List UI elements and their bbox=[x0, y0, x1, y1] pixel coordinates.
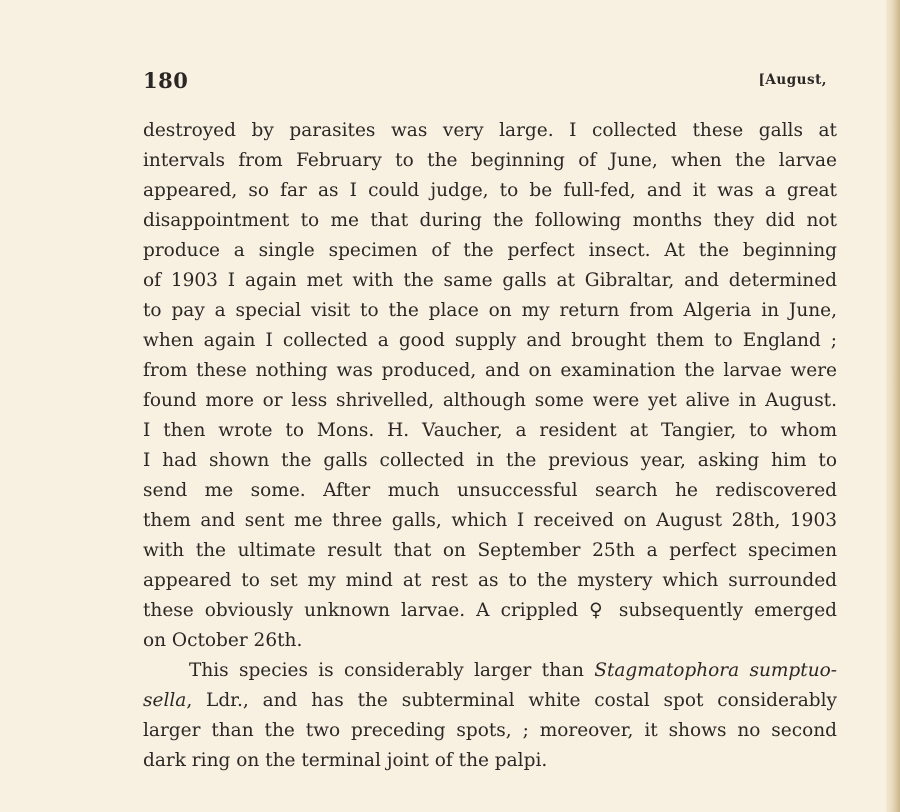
text-line: from these nothing was produced, and on examination the larvae were bbox=[143, 360, 837, 381]
text-line: produce a single specimen of the perfect insect. At the beginning bbox=[143, 240, 837, 261]
text-line: on October 26th. bbox=[143, 630, 303, 651]
text-line: larger than the two preceding spots, ; moreover, it shows no second bbox=[143, 720, 837, 741]
text-line: with the ultimate result that on September 25th a perfect specimen bbox=[143, 540, 837, 561]
paragraph-2-line-1 bbox=[143, 656, 837, 686]
text-line: these obviously unknown larvae. A crippled ♀ subsequently emerged bbox=[143, 600, 837, 621]
paragraph-2-line-2 bbox=[143, 686, 837, 716]
text-line: send me some. After much unsuccessful search he rediscovered bbox=[143, 480, 837, 501]
text-line: them and sent me three galls, which I received on August 28th, 1903 bbox=[143, 510, 837, 531]
text-run: This species is considerably larger than bbox=[189, 660, 595, 681]
text-line: when again I collected a good supply and brought them to England ; bbox=[143, 330, 837, 351]
text-line: found more or less shrivelled, although some were yet alive in August. bbox=[143, 390, 837, 411]
text-line: destroyed by parasites was very large. I collected these galls at bbox=[143, 120, 837, 141]
text-line: dark ring on the terminal joint of the palpi. bbox=[143, 750, 548, 771]
text-run: , Ldr., and has the subterminal white costal spot considerably bbox=[186, 690, 837, 711]
page-number: 180 bbox=[143, 68, 189, 93]
running-head: [August, bbox=[758, 72, 827, 88]
book-spine-edge bbox=[886, 0, 900, 812]
text-line: I had shown the galls collected in the previous year, asking him to bbox=[143, 450, 837, 471]
text-line: to pay a special visit to the place on my return from Algeria in June, bbox=[143, 300, 837, 321]
body-text bbox=[143, 116, 837, 776]
text-line: appeared, so far as I could judge, to be full-fed, and it was a great bbox=[143, 180, 837, 201]
text-line: intervals from February to the beginning of June, when the larvae bbox=[143, 150, 837, 171]
text-line: disappointment to me that during the following months they did not bbox=[143, 210, 837, 231]
text-line: I then wrote to Mons. H. Vaucher, a resident at Tangier, to whom bbox=[143, 420, 837, 441]
species-name-italic: sella bbox=[143, 690, 187, 711]
text-line: appeared to set my mind at rest as to the mystery which surrounded bbox=[143, 570, 837, 591]
species-name-italic: Stagmatophora sumptuo- bbox=[594, 660, 838, 681]
text-line: of 1903 I again met with the same galls at Gibraltar, and determined bbox=[143, 270, 837, 291]
